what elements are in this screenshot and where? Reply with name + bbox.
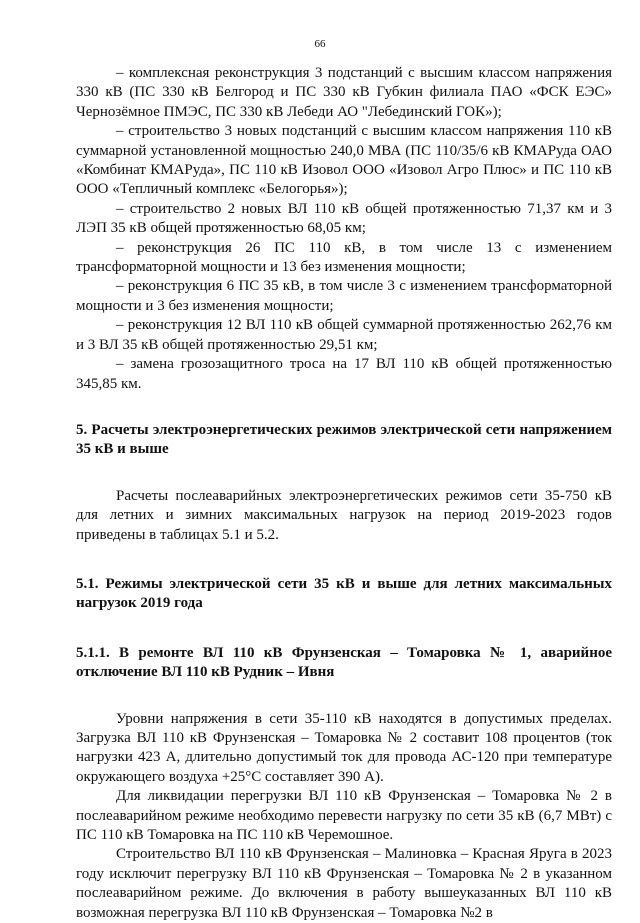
body-paragraph: Строительство ВЛ 110 кВ Фрунзенская – Малиновка – Красная Яруга в 2023 году исключит перегрузку ВЛ 110 кВ Фрунзенская – Томаровка № 2 в указанном послеаварийном режиме. До включения в работу вышеуказанных ВЛ 110 кВ возможная перегрузка ВЛ 110 кВ Фрунзенская – Томаровка №2 в bbox=[76, 846, 612, 921]
list-item: – замена грозозащитного троса на 17 ВЛ 110 кВ общей протяженностью 345,85 км. bbox=[76, 356, 612, 392]
section-5-paragraph: Расчеты послеаварийных электроэнергетических режимов сети 35-750 кВ для летних и зимних максимальных нагрузок на период 2019-2023 годов приведены в таблицах 5.1 и 5.2. bbox=[76, 487, 612, 543]
list-item: – реконструкция 6 ПС 35 кВ, в том числе 3 с изменением трансформаторной мощности и 3 без изменения мощности; bbox=[76, 278, 612, 314]
page-number: 66 bbox=[314, 38, 326, 50]
list-item: – строительство 3 новых подстанций с высшим классом напряжения 110 кВ суммарной установленной мощностью 240,0 МВА (ПС 110/35/6 кВ КМАРуда ОАО «Комбинат КМАРуда», ПС 110 кВ Изовол ООО «Изовол Агро Плюс» и ПС 110 кВ ООО «Тепличный комплекс «Белогорья»); bbox=[76, 123, 612, 198]
section-5-1-heading: 5.1. Режимы электрической сети 35 кВ и выше для летних максимальных нагрузок 2019 года bbox=[76, 575, 612, 612]
list-item: – комплексная реконструкция 3 подстанций с высшим классом напряжения 330 кВ (ПС 330 кВ Белгород и ПС 330 кВ Губкин филиала ПАО «ФСК ЕЭС» Чернозёмное ПМЭС, ПС 330 кВ Лебеди АО "Лебединский ГОК»); bbox=[76, 65, 612, 120]
section-5-heading: 5. Расчеты электроэнергетических режимов электрической сети напряжением 35 кВ и выше bbox=[76, 421, 612, 458]
list-item: – реконструкция 12 ВЛ 110 кВ общей суммарной протяженностью 262,76 км и 3 ВЛ 35 кВ общей протяженностью 29,51 км; bbox=[76, 317, 612, 353]
page-content bbox=[76, 64, 612, 923]
list-item: – строительство 2 новых ВЛ 110 кВ общей протяженностью 71,37 км и 3 ЛЭП 35 кВ общей протяженностью 68,05 км; bbox=[76, 200, 612, 237]
list-item: – реконструкция 26 ПС 110 кВ, в том числе 13 с изменением трансформаторной мощности и 13 без изменения мощности; bbox=[76, 239, 612, 276]
body-paragraph: Для ликвидации перегрузки ВЛ 110 кВ Фрунзенская – Томаровка № 2 в послеаварийном режиме необходимо перевести нагрузку по сети 35 кВ (6,7 МВт) с ПС 110 кВ Томаровка на ПС 110 кВ Черемошное. bbox=[76, 788, 612, 843]
body-paragraph: Уровни напряжения в сети 35-110 кВ находятся в допустимых пределах. Загрузка ВЛ 110 кВ Фрунзенская – Томаровка № 2 составит 108 процентов (ток нагрузки 423 А, длительно допустимый ток для провода АС-120 при температуре окружающего воздуха +25°С составляет 390 А). bbox=[76, 710, 612, 785]
section-5-1-1-heading: 5.1.1. В ремонте ВЛ 110 кВ Фрунзенская – Томаровка № 1, аварийное отключение ВЛ 110 кВ Рудник – Ивня bbox=[76, 644, 612, 681]
